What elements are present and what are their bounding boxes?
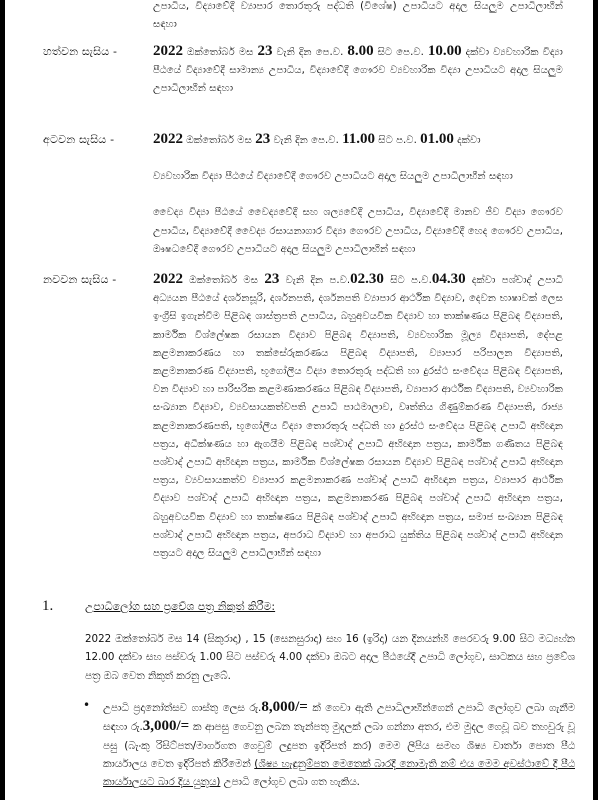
session-description: ව්‍යවහාරික විද්‍යා පීඨයේ විද්‍යාවේදී සාමාන්‍ය උපාධිය, විද්‍යාවේදී ගෞරව ව්‍යවහාරික විද්‍යා උපාධියට අදාල සියලුම උපාධිලාභීන් සඳහා	[153, 47, 563, 95]
session-body	[153, 270, 563, 563]
session-continuation-text: උපාධිය, විද්‍යාවේදී ව්‍යාපාර තොරතුරු පද්ධති (විශේෂ) උපාධියට අදාල සියලුම උපාධිලාභීන් සඳහා	[153, 1, 563, 31]
session-description: ව්‍යවහාරික විද්‍යා පීඨයේ විද්‍යාවේදී ගෞරව උපාධියට අදාල සියලුම උපාධිලාභීන් සඳහා	[153, 171, 513, 183]
section-paragraph: 2022 ඔක්තෝබර් මස 14 (සිකුරාදා) , 15 (සෙනසුරාදා) සහ 16 (ඉරිදා) යන දිනයන්හි පෙරවරු 9.00 සිට මධ්‍යහ්න 12.00 දක්වා සහ පස්වරු 1.00 සිට පස්වරු 4.00 දක්වා ඔබට අදාල පීඨයේදී උපාධි ලෝගුව, සාටකය සහ ප්‍රවේශ පත්‍ර ඔබ වෙත නිකුත් කරනු ලැබේ.	[85, 633, 575, 682]
session-date-line: 2022 ඔක්තෝබර් මස 23 වැනි දින පෙ.ව. 11.00 සිට ප.ව. 01.00 දක්වා	[153, 131, 481, 147]
section-heading: උපාධිලෝග සහ ප්‍රවේශ පත්‍ර නිකුත් කිරීම:	[85, 600, 276, 613]
session-body	[153, 42, 563, 99]
session-description: වෛද්‍ය විද්‍යා පීඨයේ වෛද්‍යවේදී සහ ශල්‍යවේදී උපාධිය, විද්‍යාවේදී මානව ජීව විද්‍යා ගෞරව උපාධිය, විද්‍යාවේදී වෛද්‍ය රසායනාගාර විද්‍යා ගෞරව උපාධිය, විද්‍යාවේදී හෙද ගෞරව උපාධිය, ඖෂධවේදී ගෞරව උපාධියට අදාල සියලුම උපාධිලාභීන් සඳහා	[153, 207, 563, 255]
session-label: හත්වන සැසිය -	[43, 45, 118, 58]
bullet-icon: •	[83, 698, 91, 712]
session-label: නවවන සැසිය -	[43, 273, 117, 286]
underlined-note: (ශිෂ්‍ය හැඳුනුම්පත මෙතෙක් බාරදී නොමැති නම් එය මෙම අවස්ථාවේ දී පීඨ කාර්යාලයට බාර දිය යුතුය)	[103, 757, 575, 789]
session-body	[153, 130, 563, 259]
bullet-paragraph: උපාධි ප්‍රදානෝත්සව ගාස්තු ලෙස රු.8,000/= ක් ගෙවා ඇති උපාධිලාභීන්ගෙන් උපාධි ලෝගුව ලබා ගැනීම සඳහා රු.3,000/= ක ආපසු ගෙවනු ලබන තැන්පතු මුදලක් ලබා ගන්නා අතර, එම මුදල ගෙවූ බව තහවුරු වූ පසු (බැංකු රිසිට්පත/මාර්ගගත ගෙවුම් ලදුපත ඉදිරිපත් කර) මෙම ලිපිය සමඟ ශිෂ්‍ය වාර්තා පොත පීඨ කාර්යාලය වෙත ඉදිරිපත් කිරීමෙන් (ශිෂ්‍ය හැඳුනුම්පත මෙතෙක් බාරදී නොමැති නම් එය මෙම අවස්ථාවේ දී පීඨ කාර්යාලයට බාර දිය යුතුය) උපාධි ලෝගුව ලබා ගත හැකිය.	[103, 699, 576, 789]
session-date-line: 2022 ඔක්තෝබර් මස 23 වැනි දින ප.ව.02.30 සිට ප.ව.04.30 දක්වා පශ්චාද් උපාධි අධ්‍යයන පීඨයේ දර්ශනසූරි, දර්ශනපති, දර්ශනපති ව්‍යාපාර ආර්ථික විද්‍යාව, දෙවන භාෂාවක් ලෙස ඉංග්‍රීසි ඉගැන්වීම පිළිබඳ ශාස්ත්‍රපති උපාධිය, බහුඅවයවික විද්‍යාව හා තාක්ෂණය පිළිබඳ විද්‍යාපති, කාර්මික විශ්ලේෂක රසායන විද්‍යාව පිළිබඳ විද්‍යාපති, ව්‍යවහාරික මූල්‍ය විද්‍යාපති, දේපළ කළමනාකරණය හා තක්සේරුකරණය පිළිබඳ විද්‍යාපති, ව්‍යාපාර පරිපාලන විද්‍යාපති, කළමනාකරණ විද්‍යාපති, භූගෝලීය විද්‍යා තොරතුරු පද්ධති හා දුරස්ථ සංවේදය පිළිබඳ විද්‍යාපති, වන විද්‍යාව හා පාරිසරික කළමණාකරණය පිළිබඳ විද්‍යාපති, ව්‍යාපාර ආර්ථික විද්‍යාපති, ව්‍යවහාරික සංඛ්‍යාන විද්‍යාව, ව්‍යවසායකත්වපති උපාධි පාඨමාලාව, වෘත්තිය ගිණුම්කරණ විද්‍යාපති, රාජ්‍ය කළමනාකරණපති, භූගෝලීය විද්‍යා තොරතුරු පද්ධති හා දුරස්ථ සංවේදය පිළිබඳ උපාධි අභිඥාන පත්‍රය, අධීක්ෂණය හා ඇගයීම පිළිබඳ පශ්චාද් උපාධි අභිඥාන පත්‍රය, කාර්මික ගණිතය පිළිබඳ පශ්චාද් උපාධි අභිඥාන පත්‍රය, කාර්මික විශ්ලේෂක රසායන විද්‍යාව පිළිබඳ පශ්චාද් උපාධි අභිඥාන පත්‍රය, ව්‍යවසායකත්ව ව්‍යාපාර කළමනාකරණ පශ්චාද් උපාධි අභිඥාන පත්‍රය, ව්‍යාපාර ආර්ථික විද්‍යාව පශ්චාද් උපාධි අභිඥාන පත්‍රය, කළමනාකරණ පිළිබඳ පශ්චාද් උපාධි අභිඥාන පත්‍රය, බහුඅවයවික විද්‍යාව හා තාක්ෂණය පිළිබඳ පශ්චාද් උපාධි අභිඥාන පත්‍රය, සමාජ සංඛ්‍යාන පිළිබඳ පශ්චාද් උපාධි අභිඥාන පත්‍රය, අපරාධ විද්‍යාව හා අපරාධ යුක්තිය පිළිබඳ පශ්චාද් උපාධි අභිඥාන පත්‍රයට අදාල සියලුම උපාධිලාභීන් සඳහා	[153, 271, 563, 560]
session-label: අටවන සැසිය -	[43, 133, 115, 146]
session-description: පශ්චාද් උපාධි අධ්‍යයන පීඨයේ දර්ශනසූරි, දර්ශනපති, දර්ශනපති ව්‍යාපාර ආර්ථික විද්‍යාව, දෙවන භාෂාවක් ලෙස ඉංග්‍රීසි ඉගැන්වීම පිළිබඳ ශාස්ත්‍රපති උපාධිය, බහුඅවයවික විද්‍යාව හා තාක්ෂණය පිළිබඳ විද්‍යාපති, කාර්මික විශ්ලේෂක රසායන විද්‍යාව පිළිබඳ විද්‍යාපති, ව්‍යවහාරික මූල්‍ය විද්‍යාපති, දේපළ කළමනාකරණය හා තක්සේරුකරණය පිළිබඳ විද්‍යාපති, ව්‍යාපාර පරිපාලන විද්‍යාපති, කළමනාකරණ විද්‍යාපති, භූගෝලීය විද්‍යා තොරතුරු පද්ධති හා දුරස්ථ සංවේදය පිළිබඳ විද්‍යාපති, වන විද්‍යාව හා පාරිසරික කළමණාකරණය පිළිබඳ විද්‍යාපති, ව්‍යාපාර ආර්ථික විද්‍යාපති, ව්‍යවහාරික සංඛ්‍යාන විද්‍යාව, ව්‍යවසායකත්වපති උපාධි පාඨමාලාව, වෘත්තිය ගිණුම්කරණ විද්‍යාපති, රාජ්‍ය කළමනාකරණපති, භූගෝලීය විද්‍යා තොරතුරු පද්ධති හා දුරස්ථ සංවේදය පිළිබඳ උපාධි අභිඥාන පත්‍රය, අධීක්ෂණය හා ඇගයීම පිළිබඳ පශ්චාද් උපාධි අභිඥාන පත්‍රය, කාර්මික ගණිතය පිළිබඳ පශ්චාද් උපාධි අභිඥාන පත්‍රය, කාර්මික විශ්ලේෂක රසායන විද්‍යාව පිළිබඳ පශ්චාද් උපාධි අභිඥාන පත්‍රය, ව්‍යවසායකත්ව ව්‍යාපාර කළමනාකරණ පශ්චාද් උපාධි අභිඥාන පත්‍රය, ව්‍යාපාර ආර්ථික විද්‍යාව පශ්චාද් උපාධි අභිඥාන පත්‍රය, කළමනාකරණ පිළිබඳ පශ්චාද් උපාධි අභිඥාන පත්‍රය, බහුඅවයවික විද්‍යාව හා තාක්ෂණය පිළිබඳ පශ්චාද් උපාධි අභිඥාන පත්‍රය, සමාජ සංඛ්‍යාන පිළිබඳ පශ්චාද් උපාධි අභිඥාන පත්‍රය, අපරාධ විද්‍යාව හා අපරාධ යුක්තිය පිළිබඳ පශ්චාද් උපාධි අභිඥාන පත්‍රයට අදාල සියලුම උපාධිලාභීන් සඳහා	[153, 275, 563, 560]
session-date-line: 2022 ඔක්තෝබර් මස 23 වැනි දින පෙ.ව. 8.00 සිට පෙ.ව. 10.00 දක්වා ව්‍යවහාරික විද්‍යා පීඨයේ විද්‍යාවේදී සාමාන්‍ය උපාධිය, විද්‍යාවේදී ගෞරව ව්‍යවහාරික විද්‍යා උපාධියට අදාල සියලුම උපාධිලාභීන් සඳහා	[153, 43, 563, 95]
section-number: 1.	[42, 598, 54, 614]
